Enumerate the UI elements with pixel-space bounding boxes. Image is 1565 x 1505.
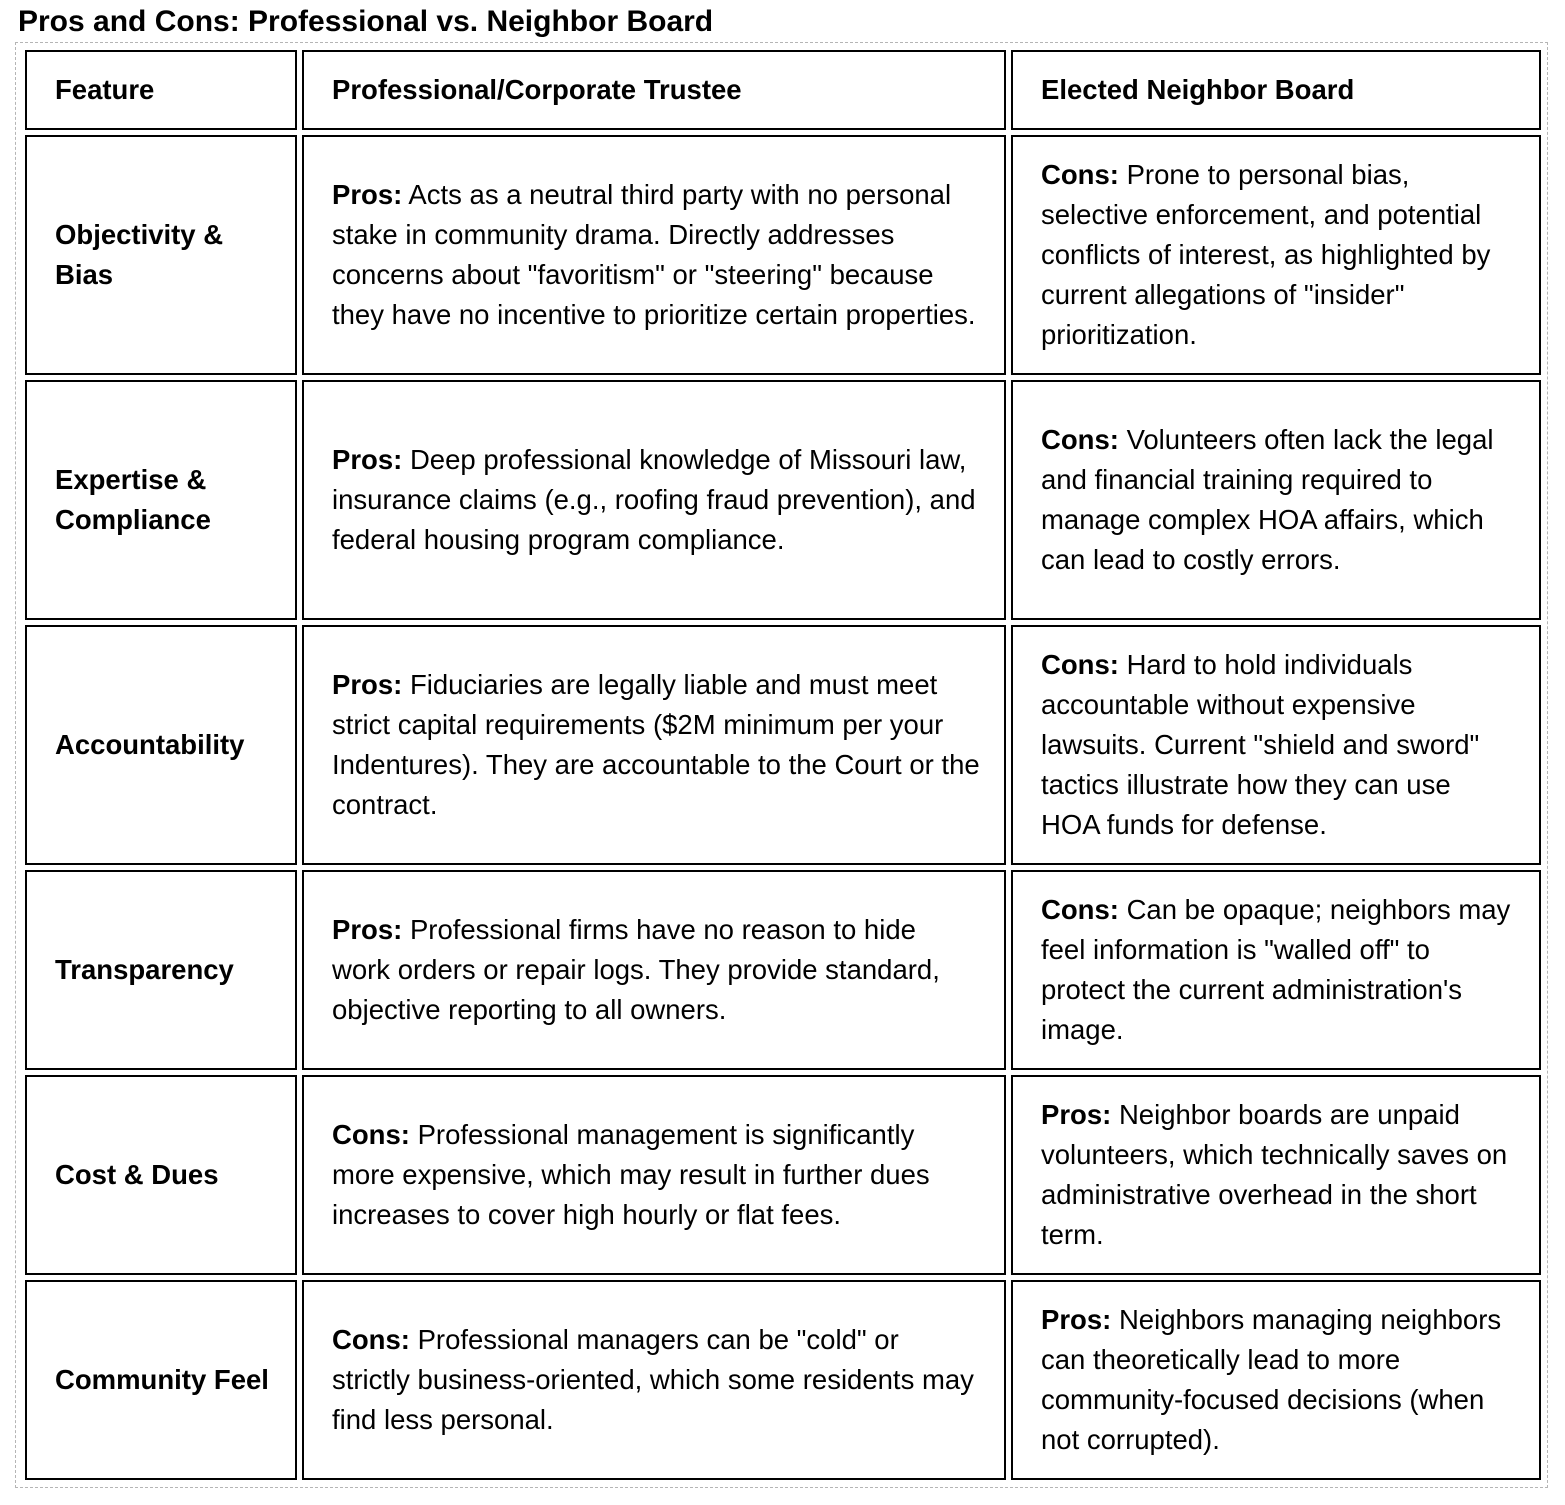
cell-text: Hard to hold individuals accountable without expensive lawsuits. Current "shield and sword" tactics illustrate how they can use HOA funds for defense. [1041, 649, 1480, 840]
cell-text: Professional managers can be "cold" or strictly business-oriented, which some residents may find less personal. [332, 1324, 974, 1435]
feature-cell: Accountability [25, 625, 297, 865]
cell-text: Fiduciaries are legally liable and must meet strict capital requirements ($2M minimum per your Indentures). They are accountable to the Court or the contract. [332, 669, 980, 820]
pros-cons-label: Cons: [1041, 649, 1119, 680]
table-row [25, 625, 1541, 865]
table-row [25, 870, 1541, 1070]
feature-cell: Community Feel [25, 1280, 297, 1480]
cell-text: Deep professional knowledge of Missouri law, insurance claims (e.g., roofing fraud prevention), and federal housing program compliance. [332, 444, 976, 555]
neighbor-board-cell [1011, 380, 1541, 620]
neighbor-board-cell [1011, 1280, 1541, 1480]
header-neighbor-board: Elected Neighbor Board [1011, 50, 1541, 130]
professional-cell [302, 1075, 1006, 1275]
professional-cell [302, 1280, 1006, 1480]
neighbor-board-cell [1011, 625, 1541, 865]
pros-cons-label: Cons: [1041, 159, 1119, 190]
neighbor-board-cell [1011, 870, 1541, 1070]
header-professional-trustee: Professional/Corporate Trustee [302, 50, 1006, 130]
pros-cons-label: Pros: [332, 914, 403, 945]
pros-cons-label: Pros: [332, 669, 403, 700]
cell-text: Professional firms have no reason to hide work orders or repair logs. They provide standard, objective reporting to all owners. [332, 914, 940, 1025]
cell-text: Neighbor boards are unpaid volunteers, which technically saves on administrative overhead in the short term. [1041, 1099, 1508, 1250]
cell-text: Can be opaque; neighbors may feel information is "walled off" to protect the current administration's image. [1041, 894, 1511, 1045]
header-feature: Feature [25, 50, 297, 130]
pros-cons-label: Cons: [1041, 894, 1119, 925]
pros-cons-label: Cons: [1041, 424, 1119, 455]
table-row [25, 1280, 1541, 1480]
feature-cell: Transparency [25, 870, 297, 1070]
professional-cell [302, 625, 1006, 865]
feature-cell: Objectivity & Bias [25, 135, 297, 375]
cell-text: Neighbors managing neighbors can theoretically lead to more community-focused decisions (when not corrupted). [1041, 1304, 1502, 1455]
pros-cons-label: Pros: [332, 444, 403, 475]
feature-cell: Expertise & Compliance [25, 380, 297, 620]
feature-cell: Cost & Dues [25, 1075, 297, 1275]
cell-text: Professional management is significantly more expensive, which may result in further dues increases to cover high hourly or flat fees. [332, 1119, 930, 1230]
pros-cons-label: Pros: [1041, 1304, 1112, 1335]
pros-cons-label: Pros: [332, 179, 403, 210]
table-row [25, 135, 1541, 375]
cell-text: Acts as a neutral third party with no personal stake in community drama. Directly addresses concerns about "favoritism" or "steering" because they have no incentive to prioritize certain properties. [332, 179, 976, 330]
header-row [25, 50, 1541, 130]
document-title: Pros and Cons: Professional vs. Neighbor Board [18, 5, 714, 38]
professional-cell [302, 870, 1006, 1070]
neighbor-board-cell [1011, 1075, 1541, 1275]
neighbor-board-cell [1011, 135, 1541, 375]
pros-cons-label: Pros: [1041, 1099, 1112, 1130]
table-row [25, 1075, 1541, 1275]
cell-text: Volunteers often lack the legal and financial training required to manage complex HOA affairs, which can lead to costly errors. [1041, 424, 1494, 575]
cell-text: Prone to personal bias, selective enforcement, and potential conflicts of interest, as highlighted by current allegations of "insider" prioritization. [1041, 159, 1491, 350]
pros-cons-label: Cons: [332, 1119, 410, 1150]
table-row [25, 380, 1541, 620]
professional-cell [302, 380, 1006, 620]
professional-cell [302, 135, 1006, 375]
pros-cons-label: Cons: [332, 1324, 410, 1355]
pros-cons-table [20, 45, 1546, 1485]
